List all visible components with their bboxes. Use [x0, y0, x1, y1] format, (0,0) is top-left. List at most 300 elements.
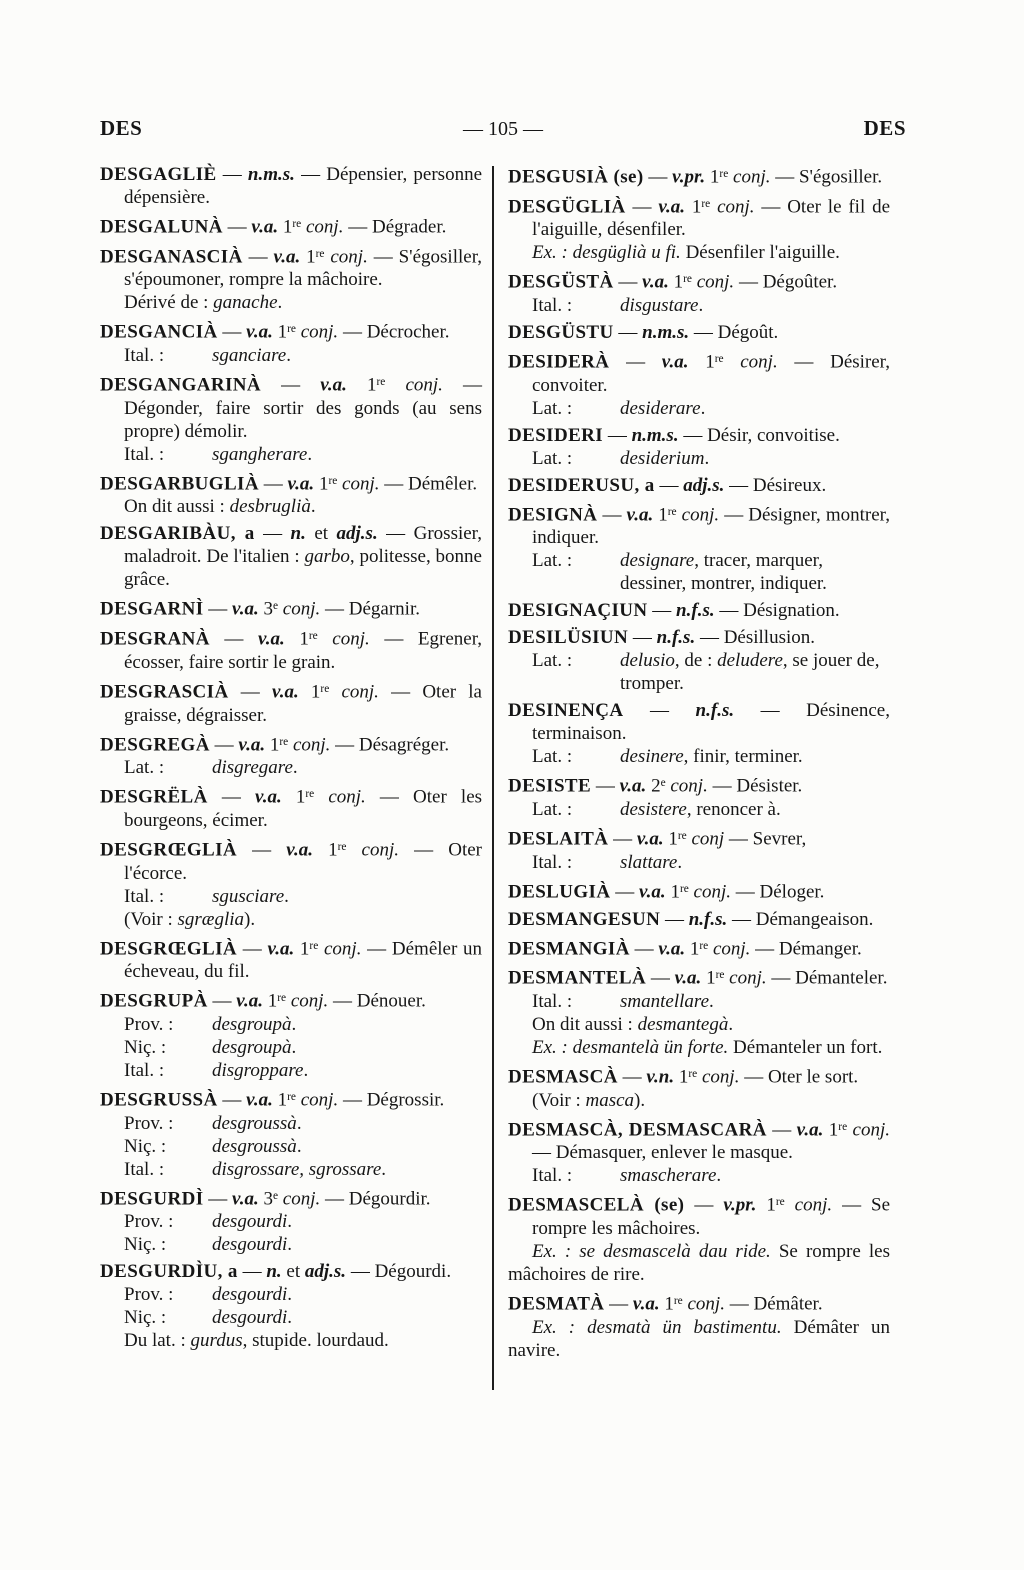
text-segment: 1	[823, 1119, 839, 1141]
column-divider	[492, 166, 494, 1390]
headword: DESGREGÀ	[100, 734, 210, 756]
text-segment: designare	[620, 550, 695, 572]
entry-definition	[100, 1086, 482, 1112]
text-segment: .	[698, 295, 704, 317]
dictionary-entry	[100, 470, 482, 519]
entry-definition	[100, 213, 482, 239]
entry-definition	[508, 825, 890, 851]
text-segment: v.pr.	[723, 1194, 757, 1216]
text-segment: Démanteler un fort.	[728, 1036, 883, 1058]
text-segment: masca	[585, 1089, 635, 1111]
dictionary-entry	[100, 318, 482, 367]
text-segment: —	[629, 938, 659, 960]
headword: DESGALUNÀ	[100, 216, 223, 238]
entry-language-reference	[508, 447, 890, 470]
text-segment: —	[628, 627, 657, 649]
entry-note	[508, 1240, 890, 1286]
headword: DESGAGLIÈ	[100, 164, 217, 185]
text-segment: v.a.	[636, 828, 664, 850]
headword: DESGÜGLIÀ	[508, 196, 626, 218]
dictionary-entry	[508, 348, 890, 420]
entry-language-reference	[508, 798, 890, 821]
entry-definition	[508, 474, 890, 497]
running-head-right: DES	[863, 116, 906, 140]
text-segment: 1	[284, 628, 309, 650]
text-segment: —	[216, 164, 248, 185]
text-segment: Ex. : desmatà ün bastimentu.	[532, 1316, 782, 1338]
entry-definition	[100, 163, 482, 209]
text-segment: desgroupà	[212, 1036, 292, 1058]
text-segment: Lat. :	[532, 650, 573, 672]
text-segment: v.a.	[273, 246, 301, 268]
text-segment: Ital. :	[124, 345, 165, 367]
text-segment: v.a.	[658, 938, 686, 960]
text-segment: desiderare	[620, 397, 701, 419]
text-segment: — Désinence, terminaison.	[532, 700, 890, 745]
text-segment: v.a.	[619, 776, 647, 798]
text-segment: 1	[298, 681, 321, 703]
entry-definition	[100, 1260, 482, 1283]
text-segment: Désenfiler l'aiguille.	[680, 242, 840, 264]
text-segment: — Désir, convoitise.	[678, 424, 840, 446]
text-segment: conj.	[847, 1119, 890, 1141]
text-segment: —	[237, 938, 268, 960]
text-segment: garbo	[304, 546, 350, 568]
text-segment: Lat. :	[532, 447, 573, 469]
entry-definition	[100, 625, 482, 674]
text-segment: sgusciare	[212, 885, 285, 907]
text-segment: —	[646, 967, 675, 989]
entry-language-reference	[100, 344, 482, 367]
entry-definition	[508, 348, 890, 397]
text-segment: adj.s.	[683, 474, 725, 496]
text-segment: re	[277, 992, 287, 1005]
text-segment: conj.	[288, 734, 331, 756]
text-segment: Ital. :	[124, 443, 165, 465]
text-segment: .	[307, 443, 313, 465]
text-segment: v.a.	[251, 216, 279, 238]
text-segment: sgræglia	[177, 908, 245, 930]
text-segment: 1	[685, 938, 700, 960]
text-segment: Prov. :	[124, 1013, 174, 1035]
text-segment: e	[272, 1189, 279, 1202]
text-segment: desgourdi	[212, 1234, 288, 1256]
dictionary-entry	[508, 935, 890, 961]
entry-language-reference	[508, 1164, 890, 1187]
text-segment: —	[207, 990, 237, 1012]
entry-note	[100, 908, 482, 931]
text-segment: conj.	[337, 473, 380, 495]
text-segment: — Dégoûter.	[734, 272, 838, 294]
text-segment: re	[287, 323, 296, 336]
text-segment: —	[609, 351, 662, 373]
entry-language-reference	[100, 443, 482, 466]
text-segment: 1	[659, 1293, 674, 1315]
text-segment: 1	[272, 322, 288, 344]
headword: DESMATÀ	[508, 1293, 605, 1315]
text-segment: .	[287, 1211, 293, 1233]
text-segment: 1	[281, 786, 306, 808]
text-segment: Dérivé de :	[124, 292, 214, 314]
entry-definition	[100, 731, 482, 757]
text-segment: .	[291, 1013, 297, 1035]
headword: DESMASCÀ	[508, 1066, 618, 1088]
dictionary-entry	[100, 1086, 482, 1181]
text-segment: 1	[701, 967, 716, 989]
text-segment: conj.	[385, 374, 443, 396]
headword: DESILÜSIUN	[508, 627, 629, 649]
text-segment: — Oter l'écorce.	[124, 839, 483, 884]
headword: DESIDERUSU, a	[508, 474, 655, 496]
entry-language-reference	[508, 745, 890, 768]
dictionary-entry	[100, 935, 482, 984]
text-segment: re	[714, 353, 724, 366]
text-segment: conj.	[278, 599, 321, 621]
text-segment: 1	[346, 374, 377, 396]
text-segment: —	[608, 828, 637, 850]
headword: DESGURDÌU, a	[100, 1261, 238, 1283]
text-segment: et	[305, 523, 337, 545]
text-segment: sganciare	[212, 345, 287, 367]
text-segment: conj.	[295, 1089, 339, 1111]
text-segment: 1	[278, 216, 293, 238]
text-segment: Ex. : se desmascelà dau ride.	[532, 1240, 771, 1262]
entry-language-reference	[100, 1233, 482, 1256]
text-segment: re	[315, 247, 325, 260]
text-segment: Niç. :	[124, 1307, 167, 1329]
text-segment: e	[272, 600, 279, 613]
text-segment: conj.	[728, 166, 771, 188]
dictionary-entry	[100, 783, 482, 832]
dictionary-entry	[508, 599, 890, 622]
text-segment: (Voir :	[532, 1089, 586, 1111]
text-segment: conj.	[324, 246, 368, 268]
text-segment: Ital. :	[532, 1165, 573, 1187]
text-segment: Ital. :	[532, 990, 573, 1012]
text-segment: — Oter le fil de l'aiguille, désenfiler.	[532, 196, 891, 241]
headword: DESGÜSTÀ	[508, 272, 614, 294]
entry-definition	[508, 1063, 890, 1089]
text-segment: — Grossier, maladroit. De l'italien :	[124, 523, 482, 568]
entry-language-reference	[100, 1013, 482, 1036]
text-segment: .	[287, 1307, 293, 1329]
text-segment: desistere	[620, 799, 687, 821]
text-segment: .	[716, 1165, 722, 1187]
text-segment: v.a.	[674, 967, 702, 989]
text-segment: —	[207, 786, 255, 808]
text-segment: .	[296, 1112, 302, 1134]
entry-definition	[100, 371, 482, 443]
text-segment: v.a.	[642, 272, 669, 294]
entry-definition	[508, 908, 890, 931]
entry-language-reference	[100, 1135, 482, 1158]
text-segment: — Désagréger.	[330, 734, 450, 756]
dictionary-entry	[508, 424, 890, 470]
text-segment: v.a.	[320, 374, 347, 396]
text-segment: n.m.s.	[247, 164, 295, 185]
text-segment: v.a.	[626, 504, 654, 526]
text-segment: conj	[686, 828, 725, 850]
text-segment: v.a.	[632, 1293, 660, 1315]
text-segment: Ital. :	[124, 1158, 165, 1180]
entry-definition	[508, 321, 890, 344]
text-segment: —	[625, 196, 659, 218]
text-segment: — Sevrer,	[724, 828, 807, 850]
dictionary-entry	[100, 243, 482, 315]
text-segment: 1	[272, 1089, 288, 1111]
text-segment: (Voir :	[124, 908, 178, 930]
text-segment: — Oter le sort.	[739, 1066, 859, 1088]
text-segment: —	[766, 1119, 797, 1141]
text-segment: disgregare	[212, 757, 293, 779]
text-segment: desiderium	[620, 447, 705, 469]
entry-definition	[100, 318, 482, 344]
text-segment: 1	[688, 351, 715, 373]
text-segment: .	[677, 851, 683, 873]
entry-definition	[100, 678, 482, 727]
text-segment: — Démangeaison.	[727, 908, 874, 930]
text-segment: —	[603, 424, 632, 446]
text-segment: re	[699, 939, 709, 952]
text-segment: —	[237, 839, 287, 861]
dictionary-entry	[100, 836, 482, 931]
text-segment: .	[381, 1158, 387, 1180]
text-segment: — Egrener, écosser, faire sortir le grain.	[124, 628, 483, 673]
text-segment: et	[281, 1261, 305, 1283]
dictionary-entry	[100, 625, 482, 674]
entry-language-reference	[100, 885, 482, 908]
text-segment: desgourdi	[212, 1307, 288, 1329]
text-segment: — Démanteler.	[766, 967, 888, 989]
entry-language-reference	[508, 649, 890, 695]
text-segment: .	[287, 1234, 293, 1256]
text-segment: — S'égosiller, s'époumoner, rompre la mâchoire.	[124, 246, 483, 291]
entry-language-reference	[508, 990, 890, 1013]
running-head	[100, 116, 906, 141]
headword: DESGANASCIÀ	[100, 246, 243, 268]
text-segment: —	[610, 881, 639, 903]
text-segment: re	[775, 1196, 785, 1209]
text-segment: 1	[674, 1066, 689, 1088]
text-segment: — Déloger.	[731, 881, 825, 903]
entry-language-reference	[508, 851, 890, 874]
dictionary-entry	[508, 1116, 890, 1188]
text-segment: —	[654, 474, 684, 496]
text-segment: 1	[314, 473, 329, 495]
text-segment: v.a.	[258, 628, 285, 650]
entry-definition	[508, 163, 890, 189]
text-segment: —	[228, 681, 272, 703]
text-segment: conj.	[301, 216, 344, 238]
text-segment: desbruglià	[229, 496, 311, 518]
text-segment: v.a.	[232, 1188, 259, 1210]
text-segment: disgroppare	[212, 1059, 304, 1081]
text-segment: re	[337, 840, 347, 853]
text-segment: v.a.	[238, 734, 266, 756]
text-segment: —	[261, 374, 321, 396]
headword: DESISTE	[508, 776, 592, 798]
text-segment: Ital. :	[124, 1059, 165, 1081]
dictionary-entry	[508, 626, 890, 695]
text-segment: —	[254, 523, 291, 545]
entry-language-reference	[508, 294, 890, 317]
text-segment: Ital. :	[532, 295, 573, 317]
text-segment: — S'égosiller.	[770, 166, 883, 188]
text-segment: Ex. : desmantelà ün forte.	[532, 1036, 729, 1058]
text-segment: desgroussà	[212, 1112, 297, 1134]
text-segment: conj.	[691, 272, 735, 294]
text-segment: .	[303, 1059, 309, 1081]
text-segment: .	[700, 397, 706, 419]
dictionary-entry	[508, 908, 890, 931]
headword: DESIGNAÇIUN	[508, 600, 648, 622]
text-segment: conj.	[665, 776, 708, 798]
dictionary-entry	[100, 213, 482, 239]
text-segment: Niç. :	[124, 1135, 167, 1157]
headword: DESIDERÀ	[508, 351, 610, 373]
text-segment: —	[203, 1188, 232, 1210]
dictionary-entry	[508, 1191, 890, 1286]
text-segment: Ital. :	[124, 885, 165, 907]
text-segment: conj.	[286, 990, 329, 1012]
text-segment: — Désirer, convoiter.	[532, 351, 890, 396]
text-segment: Se rompre les mâchoires de rire.	[508, 1240, 890, 1285]
entry-note	[100, 1329, 482, 1352]
text-segment: —	[623, 700, 696, 722]
headword: DESGRŒGLIÀ	[100, 938, 238, 960]
text-segment: desinere	[620, 746, 684, 768]
text-segment: Démâter un navire.	[508, 1316, 891, 1361]
headword: DESLAITÀ	[508, 828, 609, 850]
entry-note	[100, 495, 482, 518]
entry-definition	[508, 878, 890, 904]
entry-definition	[508, 424, 890, 447]
entry-note	[508, 1013, 890, 1036]
text-segment: —	[643, 166, 673, 188]
text-segment: .	[728, 1013, 734, 1035]
text-segment: desgourdi	[212, 1284, 288, 1306]
text-segment: 2	[646, 776, 661, 798]
headword: DESGRASCIÀ	[100, 681, 229, 703]
text-segment: re	[287, 1090, 296, 1103]
headword: DESGRŒGLIÀ	[100, 839, 238, 861]
text-segment: , se jouer de, tromper.	[620, 650, 880, 695]
text-segment: 1	[265, 734, 280, 756]
text-segment: 1	[312, 839, 338, 861]
headword: DESGARNÌ	[100, 599, 204, 621]
text-segment: v.a.	[661, 351, 689, 373]
headword: DESMASCÀ, DESMASCARÀ	[508, 1119, 767, 1141]
text-segment: n.f.s.	[688, 908, 728, 930]
text-segment: —	[660, 908, 689, 930]
text-segment: slattare	[620, 851, 678, 873]
entry-language-reference	[100, 756, 482, 779]
text-segment: —	[203, 599, 232, 621]
text-segment: conj.	[697, 1066, 740, 1088]
text-segment: n.m.s.	[642, 322, 690, 344]
text-segment: Lat. :	[532, 799, 573, 821]
text-segment: desgourdi	[212, 1211, 288, 1233]
headword: DESGÜSTU	[508, 322, 614, 344]
text-segment: Prov. :	[124, 1112, 174, 1134]
text-segment: — Dégrader.	[343, 216, 447, 238]
text-segment: , stupide. lourdaud.	[242, 1330, 389, 1352]
text-segment: 1	[262, 990, 278, 1012]
text-segment: v.a.	[286, 839, 313, 861]
text-segment: v.a.	[638, 881, 666, 903]
entry-definition	[508, 1116, 890, 1165]
text-segment: —	[222, 216, 252, 238]
text-segment: conj.	[784, 1194, 833, 1216]
right-column	[508, 163, 890, 1366]
text-segment: Prov. :	[124, 1284, 174, 1306]
text-segment: re	[376, 376, 386, 389]
headword: DESIDERI	[508, 424, 604, 446]
entry-language-reference	[100, 1283, 482, 1306]
text-segment: —	[647, 600, 677, 622]
entry-language-reference	[100, 1210, 482, 1233]
text-segment: desgroussà	[212, 1135, 297, 1157]
dictionary-entry	[100, 987, 482, 1082]
text-segment: v.a.	[267, 938, 295, 960]
text-segment: , politesse, bonne grâce.	[124, 546, 482, 591]
text-segment: — Désillusion.	[695, 627, 816, 649]
text-segment: 1	[300, 246, 316, 268]
text-segment: — Démêler un écheveau, du fil.	[124, 938, 483, 983]
headword: DESGARIBÀU, a	[100, 523, 255, 545]
text-segment: conj.	[278, 1188, 321, 1210]
text-segment: conj.	[346, 839, 400, 861]
text-segment: 1	[685, 196, 702, 218]
text-segment: conj.	[314, 786, 366, 808]
text-segment: —	[684, 1194, 724, 1216]
dictionary-entry	[100, 731, 482, 780]
text-segment: ganache	[213, 292, 278, 314]
text-segment: — Dégoût.	[689, 322, 779, 344]
text-segment: conj.	[318, 938, 362, 960]
text-segment: — Désister.	[707, 776, 803, 798]
dictionary-entry	[100, 1185, 482, 1257]
text-segment: disgustare	[620, 295, 699, 317]
text-segment: smascherare	[620, 1165, 717, 1187]
text-segment: re	[309, 939, 319, 952]
text-segment: 1	[705, 166, 720, 188]
entry-note	[508, 1316, 890, 1362]
text-segment: —	[613, 272, 643, 294]
text-segment: 1	[756, 1194, 776, 1216]
dictionary-entry	[100, 163, 482, 209]
entry-definition	[508, 626, 890, 649]
text-segment: —	[258, 473, 288, 495]
text-segment: re	[688, 1067, 698, 1080]
dictionary-entry	[100, 522, 482, 591]
text-segment: e	[660, 777, 666, 790]
dictionary-entry	[508, 1290, 890, 1362]
headword: DESGRËLÀ	[100, 786, 208, 808]
headword: DESGARBUGLIÀ	[100, 473, 259, 495]
text-segment: — Désigner, montrer, indiquer.	[532, 504, 890, 549]
text-segment: re	[719, 168, 729, 180]
text-segment: conj.	[676, 504, 720, 526]
text-segment: —	[591, 776, 620, 798]
text-segment: — Dépensier, personne dépensière.	[124, 164, 482, 208]
text-segment: v.a.	[246, 322, 273, 344]
text-segment: — Dégourdi.	[346, 1261, 452, 1283]
text-segment: desmantegà	[637, 1013, 729, 1035]
text-segment: conj.	[317, 628, 370, 650]
text-segment: re	[308, 630, 318, 643]
dictionary-entry	[508, 501, 890, 596]
